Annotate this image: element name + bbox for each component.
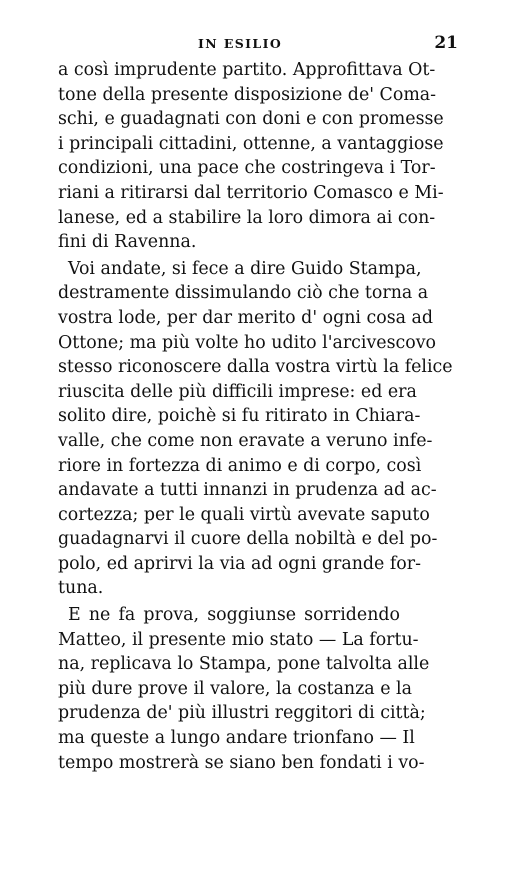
text-line: stesso riconoscere dalla vostra virtù la felice: [58, 357, 453, 378]
text-line: cortezza; per le quali virtù avevate saputo: [58, 504, 430, 525]
text-line: riani a ritirarsi dal territorio Comasco e Mi-: [58, 182, 444, 203]
running-title: IN ESILIO: [198, 36, 283, 51]
text-line: Matteo, il presente mio stato — La fortu-: [58, 629, 419, 650]
page-number: 21: [434, 33, 458, 53]
body-text: [58, 58, 453, 775]
text-line: a così imprudente partito. Approfittava Ot-: [58, 60, 436, 80]
text-line: riuscita delle più difficili imprese: ed era: [58, 381, 417, 402]
text-line: i principali cittadini, ottenne, a vantaggiose: [58, 133, 444, 154]
text-line: tone della presente disposizione de' Coma-: [58, 84, 437, 105]
text-line: tempo mostrerà se siano ben fondati i vo-: [58, 752, 425, 773]
text-line: valle, che come non eravate a veruno infe-: [58, 430, 433, 451]
text-line: fini di Ravenna.: [58, 232, 197, 253]
text-line: E ne fa prova, soggiunse sorridendo: [68, 605, 400, 626]
text-line: guadagnarvi il cuore della nobiltà e del po-: [58, 529, 438, 550]
text-line: andavate a tutti innanzi in prudenza ad ac-: [58, 480, 437, 501]
text-line: Voi andate, si fece a dire Guido Stampa,: [68, 258, 422, 279]
paragraph-3: [58, 603, 430, 775]
text-line: polo, ed aprirvi la via ad ogni grande for-: [58, 553, 421, 574]
text-line: prudenza de' più illustri reggitori di città;: [58, 703, 426, 724]
paragraph-2: [58, 257, 453, 601]
text-line: Ottone; ma più volte ho udito l'arcivescovo: [58, 332, 437, 353]
text-line: condizioni, una pace che costringeva i Tor-: [58, 158, 436, 179]
text-line: lanese, ed a stabilire la loro dimora ai con-: [58, 207, 436, 228]
paragraph-1: [58, 58, 444, 255]
text-line: solito dire, poichè si fu ritirato in Chiara-: [58, 406, 421, 427]
text-line: riore in fortezza di animo e di corpo, così: [58, 455, 422, 476]
text-line: destramente dissimulando ciò che torna a: [58, 283, 429, 304]
text-line: tuna.: [58, 578, 104, 599]
text-line: schi, e guadagnati con doni e con promesse: [58, 109, 444, 130]
text-line: più dure prove il valore, la costanza e la: [58, 678, 412, 699]
text-line: vostra lode, per dar merito d' ogni cosa ad: [58, 307, 434, 328]
text-line: na, replicava lo Stampa, pone talvolta alle: [58, 654, 430, 675]
running-header: [58, 33, 458, 56]
text-line: ma queste a lungo andare trionfano — Il: [58, 728, 415, 749]
